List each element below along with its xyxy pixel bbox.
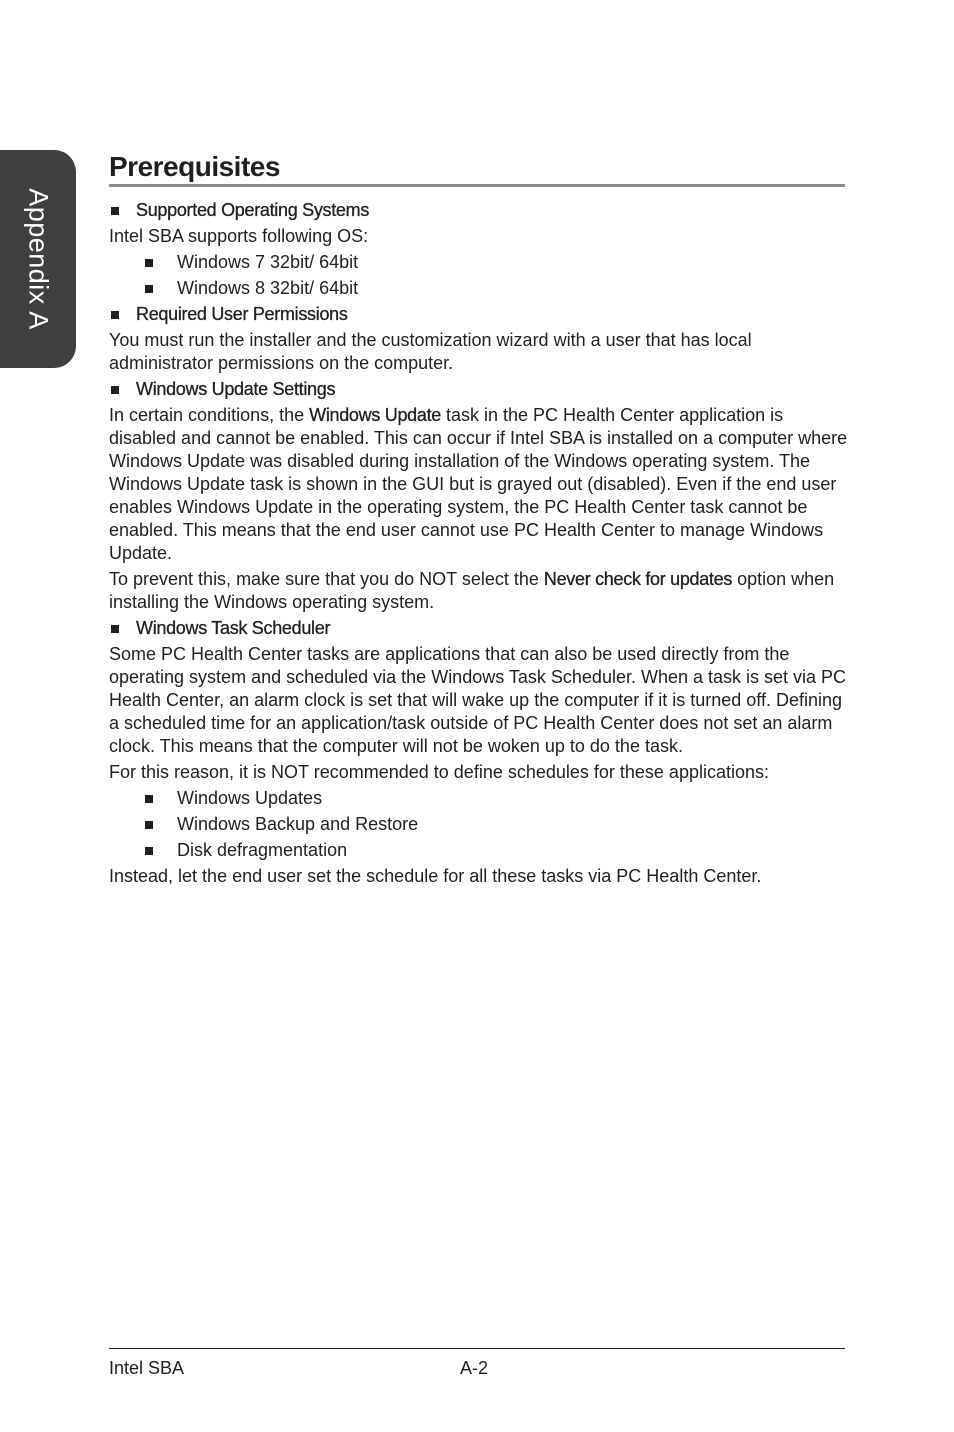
section-heading-windows-update: Windows Update Settings bbox=[109, 378, 849, 401]
square-bullet-icon bbox=[111, 386, 119, 394]
square-bullet-icon bbox=[111, 311, 119, 319]
footer-page-number: A-2 bbox=[460, 1358, 489, 1378]
main-content bbox=[109, 199, 849, 891]
list-item-os: Windows 8 32bit/ 64bit bbox=[109, 277, 849, 300]
task-scheduler-paragraph-3: Instead, let the end user set the schedule for all these tasks via PC Health Center. bbox=[109, 866, 762, 886]
list-item-os: Windows 7 32bit/ 64bit bbox=[109, 251, 849, 274]
list-item-application: Windows Updates bbox=[109, 787, 849, 810]
list-item-application: Disk defragmentation bbox=[109, 839, 849, 862]
appendix-side-tab-label: Appendix A bbox=[23, 188, 54, 330]
square-bullet-icon bbox=[145, 259, 153, 267]
square-bullet-icon bbox=[111, 207, 119, 215]
never-check-updates-term: Never check for updates bbox=[543, 569, 733, 589]
footer-document-name: Intel SBA bbox=[109, 1358, 185, 1378]
supported-os-intro: Intel SBA supports following OS: bbox=[109, 226, 369, 246]
footer-divider bbox=[109, 1348, 845, 1349]
task-scheduler-paragraph-1: Some PC Health Center tasks are applications that can also be used directly from the operating system and scheduled via the Windows Task Scheduler. When a task is set via PC Health Center, an alarm clock is set that will wake up the computer if it is turned off. Defining a scheduled time for an application/task outside of PC Health Center does not set an alarm clock. This means that the computer will not be woken up to do the task. bbox=[109, 644, 847, 756]
square-bullet-icon bbox=[145, 847, 153, 855]
user-permissions-body: You must run the installer and the customization wizard with a user that has local administrator permissions on the computer. bbox=[109, 330, 752, 373]
task-scheduler-paragraph-2: For this reason, it is NOT recommended to define schedules for these applications: bbox=[109, 762, 769, 782]
windows-update-paragraph-1: In certain conditions, the Windows Update task in the PC Health Center application is disabled and cannot be enabled. This can occur if Intel SBA is installed on a computer where Windows Update was disabled during installation of the Windows operating system. The Windows Update task is shown in the GUI but is grayed out (disabled). Even if the end user enables Windows Update in the operating system, the PC Health Center task cannot be enabled. This means that the end user cannot use PC Health Center to manage Windows Update. bbox=[109, 405, 848, 563]
windows-update-paragraph-2: To prevent this, make sure that you do NOT select the Never check for updates option when installing the Windows operating system. bbox=[109, 569, 835, 612]
section-heading-user-permissions: Required User Permissions bbox=[109, 303, 849, 326]
square-bullet-icon bbox=[145, 795, 153, 803]
square-bullet-icon bbox=[145, 285, 153, 293]
square-bullet-icon bbox=[111, 625, 119, 633]
title-divider bbox=[109, 184, 845, 187]
section-heading-supported-os: Supported Operating Systems bbox=[109, 199, 849, 222]
appendix-side-tab bbox=[0, 150, 76, 368]
windows-update-term: Windows Update bbox=[309, 405, 441, 425]
page-title: Prerequisites bbox=[109, 151, 280, 182]
square-bullet-icon bbox=[145, 821, 153, 829]
list-item-application: Windows Backup and Restore bbox=[109, 813, 849, 836]
section-heading-task-scheduler: Windows Task Scheduler bbox=[109, 617, 849, 640]
